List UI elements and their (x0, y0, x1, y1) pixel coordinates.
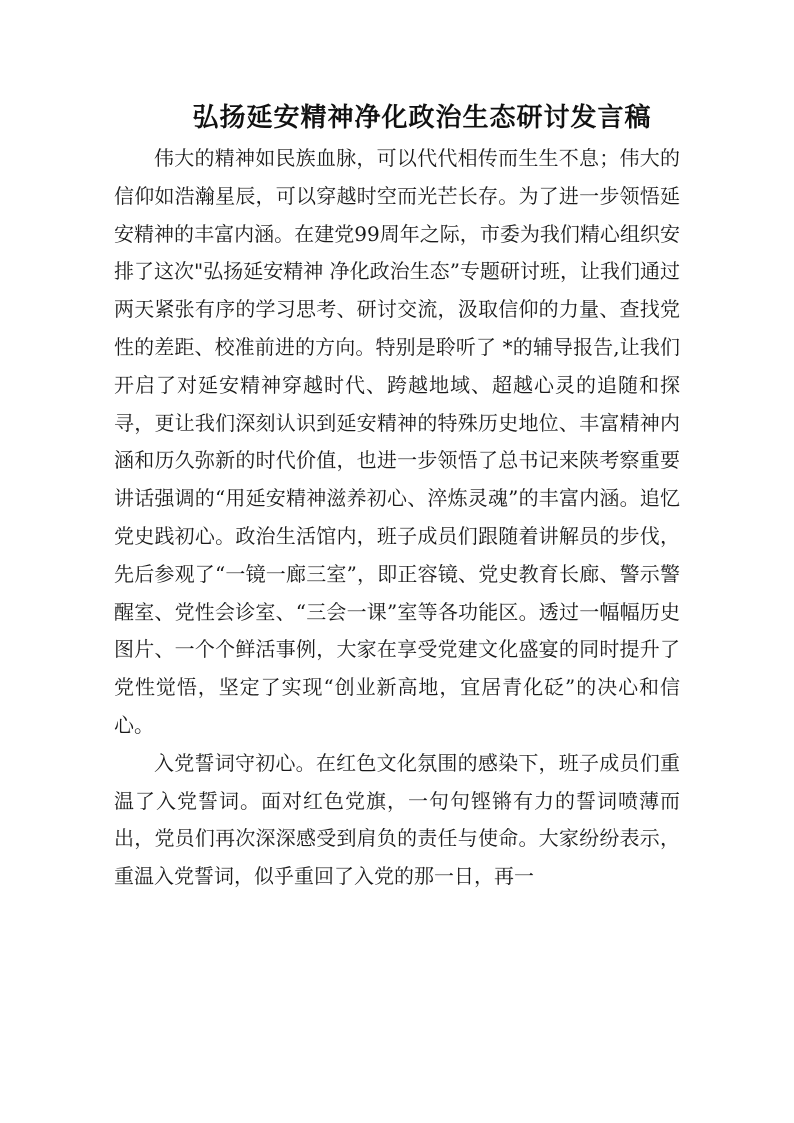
document-title: 弘扬延安精神净化政治生态研讨发言稿 (192, 103, 652, 133)
paragraph-2: 入党誓词守初心。在红色文化氛围的感染下，班子成员们重温了入党誓词。面对红色党旗，一句句铿锵有力的誓词喷薄而出，党员们再次深深感受到肩负的责任与使命。大家纷纷表示，重温入党誓词，似乎重回了入党的那一日，再一 (114, 750, 680, 889)
document-body (114, 140, 680, 896)
paragraph-1: 伟大的精神如民族血脉，可以代代相传而生生不息；伟大的信仰如浩瀚星辰，可以穿越时空而光芒长存。为了进一步领悟延安精神的丰富内涵。在建党99周年之际，市委为我们精心组织安排了这次"弘扬延安精神 净化政治生态”专题研讨班，让我们通过两天紧张有序的学习思考、研讨交流，汲取信仰的力量、查找党性的差距、校准前进的方向。特别是聆听了 *的辅导报告,让我们开启了对延安精神穿越时代、跨越地域、超越心灵的追随和探寻，更让我们深刻认识到延安精神的特殊历史地位、丰富精神内 涵和历久弥新的时代价值，也进一步领悟了总书记来陕考察重要讲话强调的“用延安精神滋养初心、淬炼灵魂”的丰富内涵。追忆党史践初心。政治生活馆内，班子成员们跟随着讲解员的步伐，先后参观了“一镜一廊三室”，即正容镜、党史教育长廊、警示警醒室、党性会诊室、“三会一课”室等各功能区。透过一幅幅历史图片、一个个鲜活事例，大家在享受党建文化盛宴的同时提升了党性觉悟，坚定了实现“创业新高地，宜居青化砭”的决心和信心。 (114, 146, 680, 737)
